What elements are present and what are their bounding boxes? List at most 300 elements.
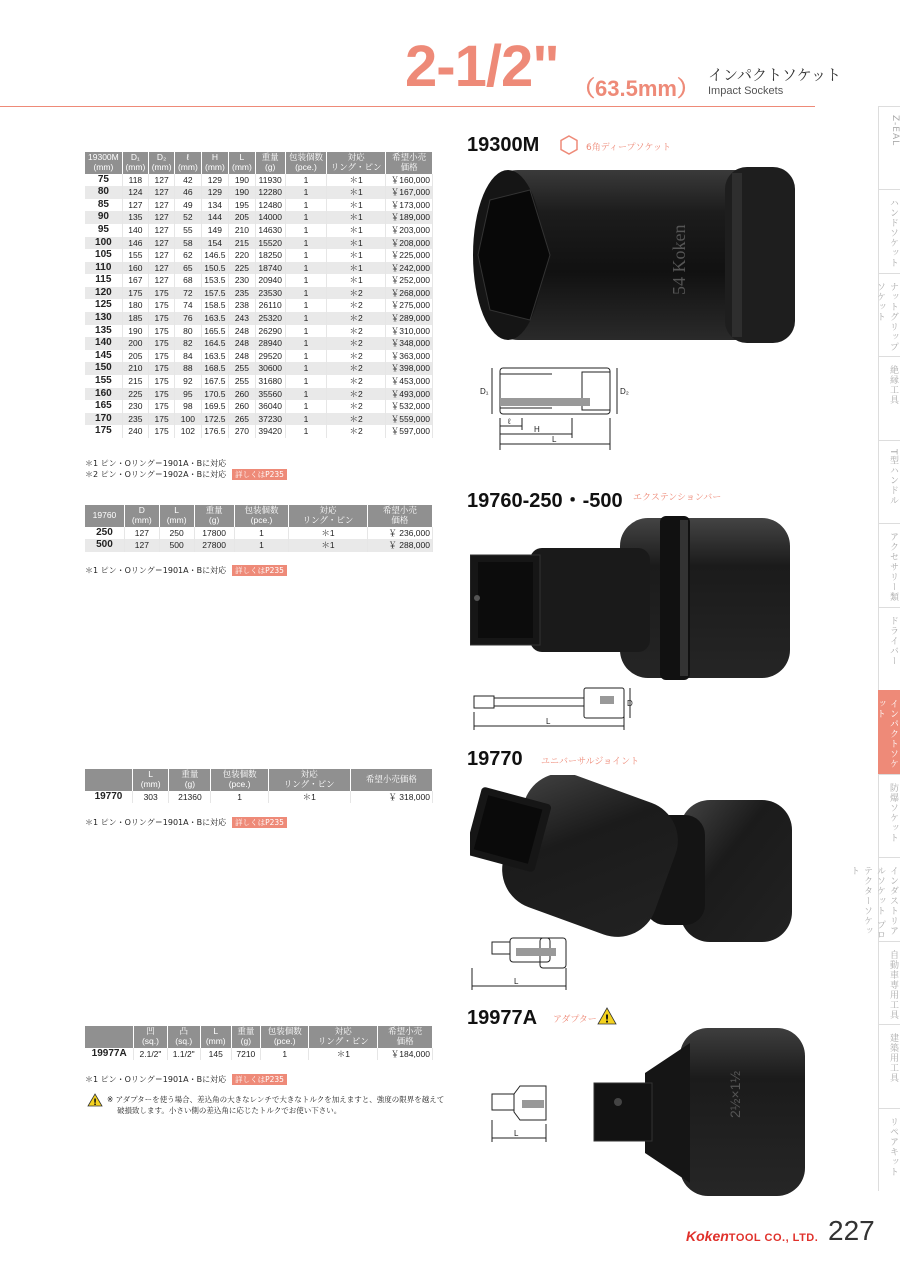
koken-logo (686, 1228, 818, 1244)
table-cell: ＊1 (327, 186, 386, 199)
table-row (85, 425, 433, 438)
dim-l-3: L (514, 977, 519, 986)
table-cell: 225 (229, 262, 255, 275)
table-cell: 28940 (255, 337, 285, 350)
table-cell: 42 (175, 174, 201, 187)
note-pin-2-text: ＊2 ピン・Oリング＝1902A・Bに対応 (85, 470, 227, 479)
table-cell: 175 (149, 287, 175, 300)
table-cell: 20940 (255, 274, 285, 287)
table-cell: 260 (229, 400, 255, 413)
table-row (85, 299, 433, 312)
table-cell: ＊2 (327, 400, 386, 413)
table-cell: 118 (122, 174, 148, 187)
row-id: 165 (85, 400, 122, 413)
page-number: 227 (828, 1215, 875, 1246)
col-header: L (mm) (200, 1026, 231, 1048)
table-cell: 175 (149, 312, 175, 325)
table-cell: 127 (149, 262, 175, 275)
table-cell: 210 (122, 362, 148, 375)
table-cell: 235 (122, 413, 148, 426)
table-cell: 1 (285, 249, 326, 262)
table-cell: 260 (229, 388, 255, 401)
table-cell: 155 (122, 249, 148, 262)
table-cell: ＊1 (327, 211, 386, 224)
table-cell: 180 (122, 299, 148, 312)
table-cell: 175 (149, 400, 175, 413)
col-header (85, 769, 132, 791)
table-cell: 127 (149, 174, 175, 187)
table-cell: 210 (229, 224, 255, 237)
table-cell: 80 (175, 325, 201, 338)
table-cell: 65 (175, 262, 201, 275)
table-cell: 12280 (255, 186, 285, 199)
table-row (85, 224, 433, 237)
table-row (85, 287, 433, 300)
table-cell: 135 (122, 211, 148, 224)
table-cell: 270 (229, 425, 255, 438)
hexagon-icon (559, 135, 579, 155)
table-cell: 220 (229, 249, 255, 262)
svg-text:!: ! (604, 1012, 610, 1025)
col-header: 重量 (g) (169, 769, 211, 791)
table-cell: 248 (229, 350, 255, 363)
table-cell: 1 (285, 199, 326, 212)
col-header: 包装個数 (pce.) (261, 1026, 309, 1048)
col-header: 対応 リング・ピン (327, 152, 386, 174)
row-id: 105 (85, 249, 122, 262)
side-nav-item[interactable]: アクセサリー類 (878, 523, 900, 606)
side-nav-item[interactable]: 建築用工具 (878, 1024, 900, 1107)
table-cell: 248 (229, 337, 255, 350)
table-cell: 17800 (194, 527, 234, 540)
side-nav-item[interactable]: 自動車専用工具 (878, 941, 900, 1024)
spec-table-19770 (85, 769, 433, 803)
col-header: 希望小売 価格 (378, 1026, 433, 1048)
table-cell: 127 (149, 274, 175, 287)
product-sub-19977a: アダプター (553, 1015, 597, 1025)
table-cell: 84 (175, 350, 201, 363)
spec-table-19760 (85, 505, 433, 552)
col-header: 希望小売 価格 (386, 152, 433, 174)
table-cell: 74 (175, 299, 201, 312)
row-id: 75 (85, 174, 122, 187)
table-cell: 146 (122, 237, 148, 250)
table-cell: ＊2 (327, 362, 386, 375)
product-title-19770: 19770 (467, 748, 523, 770)
table-cell: 1.1/2" (167, 1048, 200, 1061)
table-cell: 1 (285, 325, 326, 338)
table-cell: 95 (175, 388, 201, 401)
note-pin-2 (85, 469, 287, 480)
spec-table-19300m (85, 152, 433, 438)
row-id: 110 (85, 262, 122, 275)
table-cell: 49 (175, 199, 201, 212)
table-row (85, 527, 433, 540)
warning-icon (87, 1093, 103, 1107)
svg-text:!: ! (92, 1098, 98, 1107)
table-cell: 1 (234, 527, 289, 540)
universal-joint-image (470, 775, 800, 945)
table-cell: 18740 (255, 262, 285, 275)
row-id: 145 (85, 350, 122, 363)
table-cell: 1 (285, 262, 326, 275)
dim-l-small: ℓ (508, 417, 511, 426)
table-cell: 1 (285, 362, 326, 375)
table-row (85, 413, 433, 426)
table-cell: 36040 (255, 400, 285, 413)
table-cell: ￥160,000 (386, 174, 433, 187)
table-cell: 1 (234, 539, 289, 552)
col-header: H (mm) (201, 152, 229, 174)
page-title-jp: インパクトソケット (708, 66, 842, 84)
table-cell: 35560 (255, 388, 285, 401)
table-cell: 149 (201, 224, 229, 237)
row-id: 130 (85, 312, 122, 325)
side-nav-item[interactable]: リペアキット (878, 1108, 900, 1191)
table-cell: ＊2 (327, 413, 386, 426)
table-cell: 175 (149, 362, 175, 375)
table-cell: 168.5 (201, 362, 229, 375)
table-cell: 26290 (255, 325, 285, 338)
table-cell: 195 (229, 199, 255, 212)
table-row (85, 274, 433, 287)
table-cell: ￥363,000 (386, 350, 433, 363)
table-cell: 154 (201, 237, 229, 250)
table-cell: 1 (285, 211, 326, 224)
row-id: 90 (85, 211, 122, 224)
side-nav-item[interactable]: ハンドソケット (878, 189, 900, 272)
table-cell: ￥348,000 (386, 337, 433, 350)
table-cell: ＊1 (327, 274, 386, 287)
table-cell: 230 (229, 274, 255, 287)
side-nav-item[interactable]: ドライバー (878, 607, 900, 690)
table-cell: 165.5 (201, 325, 229, 338)
table-cell: 225 (122, 388, 148, 401)
table-cell: 25320 (255, 312, 285, 325)
table-cell: 175 (122, 287, 148, 300)
col-header: L (mm) (159, 505, 194, 527)
table-cell: 175 (149, 337, 175, 350)
table-cell: ＊2 (327, 337, 386, 350)
col-header: 希望小売 価格 (367, 505, 432, 527)
table-cell: 1 (285, 400, 326, 413)
table-cell: 2.1/2" (134, 1048, 167, 1061)
table-cell: 82 (175, 337, 201, 350)
table-cell: ＊1 (327, 174, 386, 187)
universal-joint-diagram (470, 934, 580, 994)
row-id: 500 (85, 539, 124, 552)
col-header: 希望小売価格 (350, 769, 432, 791)
ref-badge: 詳しくはP235 (232, 565, 287, 576)
product-title-19300m: 19300M (467, 134, 540, 156)
table-cell: 1 (285, 388, 326, 401)
table-cell: ￥493,000 (386, 388, 433, 401)
warning-text (107, 1094, 444, 1116)
table-cell: ￥ 318,000 (350, 791, 432, 804)
table-cell: 46 (175, 186, 201, 199)
table-cell: 18250 (255, 249, 285, 262)
table-cell: ￥ 288,000 (367, 539, 432, 552)
col-header: 凸 (sq.) (167, 1026, 200, 1048)
col-header: 重量 (g) (194, 505, 234, 527)
dim-l-4: L (514, 1129, 519, 1138)
col-header: L (mm) (132, 769, 168, 791)
warning-icon (597, 1007, 617, 1025)
table-cell: ￥167,000 (386, 186, 433, 199)
table-row (85, 400, 433, 413)
table-cell: 215 (122, 375, 148, 388)
col-header: 凹 (sq.) (134, 1026, 167, 1048)
row-id: 170 (85, 413, 122, 426)
table-row (85, 388, 433, 401)
ref-badge: 詳しくはP235 (232, 469, 287, 480)
dim-d2: D₂ (620, 387, 629, 396)
table-cell: 1 (285, 413, 326, 426)
page-title-en: Impact Sockets (708, 85, 784, 97)
col-header: 対応 リング・ピン (309, 1026, 378, 1048)
table-row (85, 211, 433, 224)
row-id: 85 (85, 199, 122, 212)
col-header: 包装個数 (pce.) (285, 152, 326, 174)
table-cell: 39420 (255, 425, 285, 438)
note-pin-t3 (85, 817, 287, 828)
table-row (85, 375, 433, 388)
table-cell: 1 (285, 375, 326, 388)
side-nav-item[interactable]: Z-EAL (878, 106, 900, 189)
side-nav (849, 106, 900, 1191)
table-cell: 175 (149, 299, 175, 312)
table-cell: 150.5 (201, 262, 229, 275)
table-cell: 1 (285, 425, 326, 438)
table-cell: 163.5 (201, 350, 229, 363)
row-id: 100 (85, 237, 122, 250)
table-cell: 255 (229, 362, 255, 375)
table-cell: 26110 (255, 299, 285, 312)
warning-line-1: ※ アダプターを使う場合、差込角の大きなレンチで大きなトルクを加えますと、強度の限界を越えて (107, 1095, 445, 1104)
table-cell: 1 (285, 174, 326, 187)
col-header: 重量 (g) (231, 1026, 261, 1048)
table-cell: 127 (149, 186, 175, 199)
table-cell: 76 (175, 312, 201, 325)
brand-name: Koken (686, 1228, 729, 1244)
page-title-size: 2-1/2" (405, 34, 559, 99)
row-id: 175 (85, 425, 122, 438)
dim-l: L (552, 435, 557, 444)
table-cell: 21360 (169, 791, 211, 804)
table-cell: 102 (175, 425, 201, 438)
table-cell: 52 (175, 211, 201, 224)
table-cell: 172.5 (201, 413, 229, 426)
note-pin-t2-text: ＊1 ピン・Oリング＝1901A・Bに対応 (85, 566, 227, 575)
table-cell: 160 (122, 262, 148, 275)
spec-table-19977a (85, 1026, 433, 1060)
table-row (85, 539, 433, 552)
table-cell: 15520 (255, 237, 285, 250)
table-cell: 127 (149, 211, 175, 224)
table-cell: ＊2 (327, 425, 386, 438)
note-pin-1: ＊1 ピン・Oリング＝1901A・Bに対応 (85, 459, 227, 468)
table-row (85, 199, 433, 212)
table-cell: ￥203,000 (386, 224, 433, 237)
side-nav-item[interactable]: インダストリアルソケット プロテクターソケット (878, 857, 900, 940)
table-cell: 14000 (255, 211, 285, 224)
side-nav-item[interactable]: ナットグリップソケット (878, 273, 900, 356)
col-header (85, 1026, 134, 1048)
side-nav-item[interactable]: 防爆ソケット (878, 774, 900, 857)
table-cell: 1 (285, 186, 326, 199)
table-cell: 215 (229, 237, 255, 250)
table-cell: 167 (122, 274, 148, 287)
table-row (85, 1048, 433, 1061)
table-cell: 92 (175, 375, 201, 388)
table-cell: 500 (159, 539, 194, 552)
note-pin-t4-text: ＊1 ピン・Oリング＝1901A・Bに対応 (85, 1075, 227, 1084)
side-nav-item[interactable]: 絶縁工具 (878, 356, 900, 439)
note-pin-t2 (85, 565, 287, 576)
table-cell: 230 (122, 400, 148, 413)
table-cell: 157.5 (201, 287, 229, 300)
table-cell: ＊1 (327, 237, 386, 250)
side-nav-item[interactable]: インパクトソケット (878, 690, 900, 773)
table-row (85, 262, 433, 275)
table-cell: 124 (122, 186, 148, 199)
table-cell: 145 (200, 1048, 231, 1061)
table-cell: ￥453,000 (386, 375, 433, 388)
engraving-text: 54 Koken (669, 224, 689, 295)
table-row (85, 337, 433, 350)
row-id: 140 (85, 337, 122, 350)
deep-socket-image (470, 155, 810, 355)
side-nav-item[interactable]: T型ハンドル (878, 440, 900, 523)
ref-badge: 詳しくはP235 (232, 1074, 287, 1085)
note-pin-t4 (85, 1074, 287, 1085)
row-id: 19770 (85, 791, 132, 804)
table-cell: 240 (122, 425, 148, 438)
table-cell: 248 (229, 325, 255, 338)
table-cell: 98 (175, 400, 201, 413)
table-cell: 175 (149, 413, 175, 426)
table-cell: 1 (261, 1048, 309, 1061)
table-cell: 1 (285, 337, 326, 350)
table-cell: 127 (122, 199, 148, 212)
warning-line-2: 破損致します。小さい側の差込角に応じたトルクでお使い下さい。 (117, 1106, 342, 1115)
table-cell: ￥225,000 (386, 249, 433, 262)
product-title-19977a: 19977A (467, 1007, 538, 1029)
table-row (85, 312, 433, 325)
page-title-mm: （63.5mm） (573, 76, 699, 101)
table-cell: ￥559,000 (386, 413, 433, 426)
table-cell: 164.5 (201, 337, 229, 350)
table-row (85, 174, 433, 187)
row-id: 19977A (85, 1048, 134, 1061)
table-cell: 29520 (255, 350, 285, 363)
table-cell: 146.5 (201, 249, 229, 262)
col-header: 対応 リング・ピン (268, 769, 350, 791)
table-cell: 1 (285, 224, 326, 237)
table-cell: ＊1 (327, 249, 386, 262)
product-sub-19760: エクステンションバー (633, 493, 722, 503)
dim-l-2: L (546, 717, 551, 726)
table-cell: 243 (229, 312, 255, 325)
table-cell: 163.5 (201, 312, 229, 325)
table-cell: ＊2 (327, 375, 386, 388)
row-id: 155 (85, 375, 122, 388)
table-cell: ＊1 (327, 199, 386, 212)
table-cell: ＊2 (327, 312, 386, 325)
table-row (85, 362, 433, 375)
table-cell: 250 (159, 527, 194, 540)
table-row (85, 249, 433, 262)
table-cell: 190 (229, 186, 255, 199)
row-id: 120 (85, 287, 122, 300)
table-cell: 30600 (255, 362, 285, 375)
table-cell: 235 (229, 287, 255, 300)
table-cell: ￥289,000 (386, 312, 433, 325)
table-cell: 255 (229, 375, 255, 388)
table-cell: 58 (175, 237, 201, 250)
product-sub-19770: ユニバーサルジョイント (541, 757, 640, 767)
row-id: 135 (85, 325, 122, 338)
table-cell: 127 (149, 249, 175, 262)
table-cell: 176.5 (201, 425, 229, 438)
table-cell: 170.5 (201, 388, 229, 401)
table-cell: ＊2 (327, 388, 386, 401)
table-cell: ＊2 (327, 325, 386, 338)
ref-badge: 詳しくはP235 (232, 817, 287, 828)
table-cell: ￥173,000 (386, 199, 433, 212)
table-cell: 127 (124, 539, 159, 552)
table-cell: ＊1 (327, 262, 386, 275)
col-header: 包装個数 (pce.) (211, 769, 268, 791)
table-cell: ￥275,000 (386, 299, 433, 312)
table-cell: ￥310,000 (386, 325, 433, 338)
extension-bar-image (470, 510, 800, 680)
table-cell: 205 (229, 211, 255, 224)
dim-d1: D₁ (480, 387, 489, 396)
table-cell: 175 (149, 388, 175, 401)
table-cell: 127 (149, 199, 175, 212)
table-cell: 1 (285, 312, 326, 325)
table-cell: 1 (285, 350, 326, 363)
table-cell: 127 (149, 237, 175, 250)
col-header: L (mm) (229, 152, 255, 174)
table-cell: 55 (175, 224, 201, 237)
brand-rest: TOOL CO., LTD. (728, 1232, 819, 1244)
table-cell: ＊2 (327, 287, 386, 300)
col-header: 包装個数 (pce.) (234, 505, 289, 527)
table-cell: ￥252,000 (386, 274, 433, 287)
table-cell: 140 (122, 224, 148, 237)
table-cell: ＊1 (289, 539, 367, 552)
table-cell: 72 (175, 287, 201, 300)
table-cell: 175 (149, 325, 175, 338)
table-row (85, 325, 433, 338)
col-header: 19760 (85, 505, 124, 527)
table-cell: 129 (201, 186, 229, 199)
table-cell: 1 (285, 299, 326, 312)
col-header: 対応 リング・ピン (289, 505, 367, 527)
table-cell: ￥189,000 (386, 211, 433, 224)
table-cell: 100 (175, 413, 201, 426)
deep-socket-diagram (472, 360, 642, 455)
row-id: 250 (85, 527, 124, 540)
col-header: D (mm) (124, 505, 159, 527)
table-cell: 205 (122, 350, 148, 363)
table-cell: 200 (122, 337, 148, 350)
table-row (85, 186, 433, 199)
row-id: 160 (85, 388, 122, 401)
product-sub-19300m: 6角ディープソケット (586, 143, 672, 153)
